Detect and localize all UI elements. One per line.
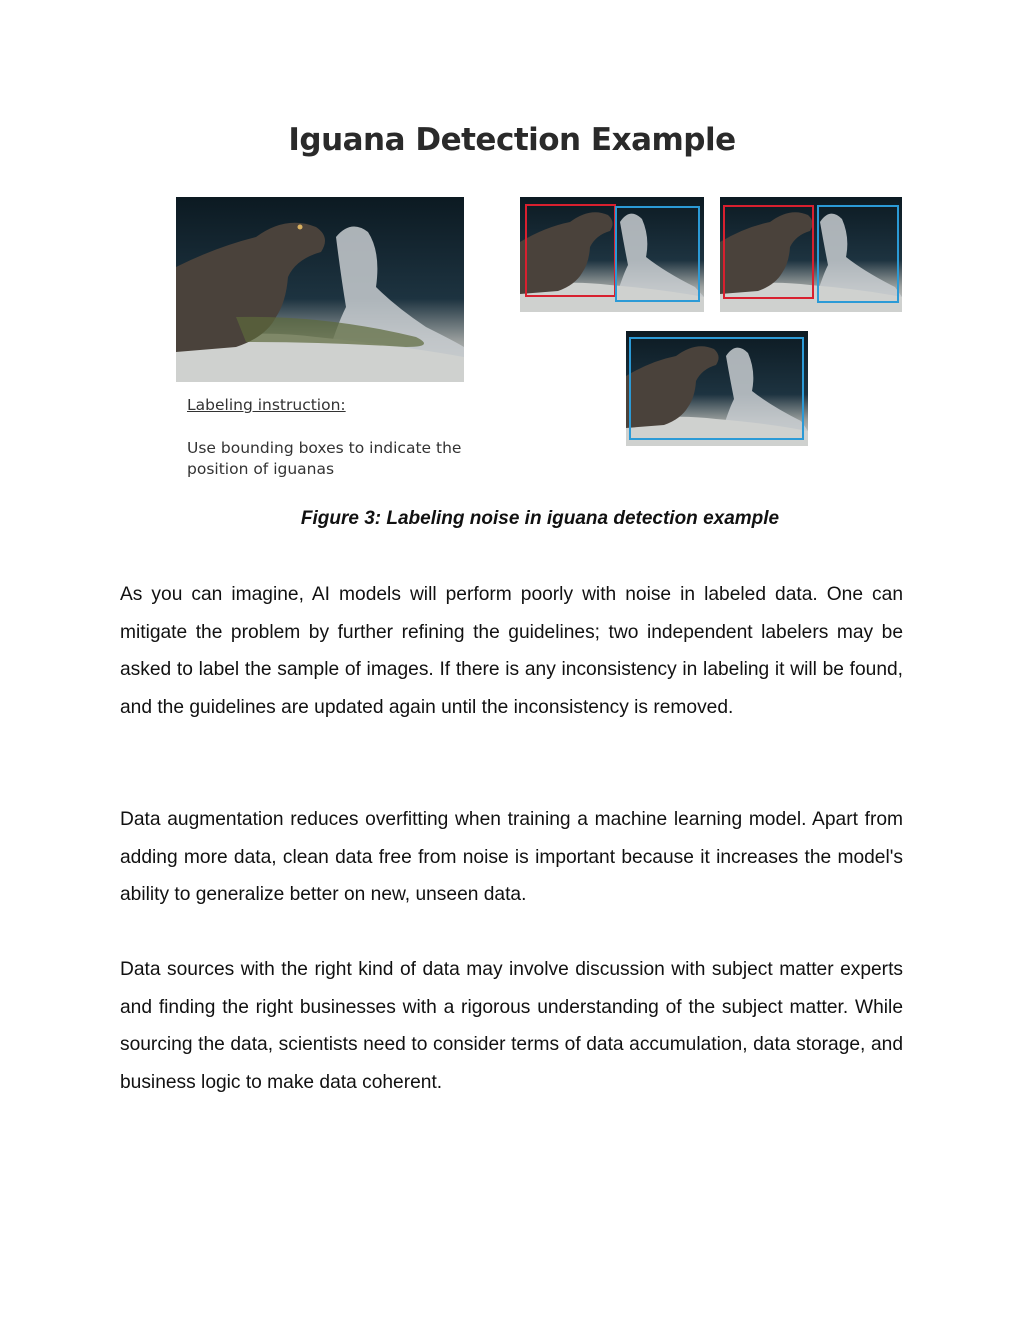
iguana-photo-labeler-a <box>520 197 704 312</box>
body-paragraph: Data sources with the right kind of data may involve discussion with subject matter experts and finding the right businesses with a rigorous understanding of the subject matter. While sourcing the data, scientists need to consider terms of data accumulation, data storage, and business logic to make data coherent. <box>120 959 903 1093</box>
labeling-instruction-body: Use bounding boxes to indicate the position of iguanas <box>187 439 462 478</box>
iguana-photo-original <box>176 197 464 382</box>
labeling-instruction-title: Labeling instruction: <box>187 396 346 414</box>
figure-caption: Figure 3: Labeling noise in iguana detection example <box>300 508 780 529</box>
bounding-box-blue <box>629 337 804 440</box>
iguana-photo-labeler-b <box>720 197 902 312</box>
bounding-box-blue <box>615 206 700 302</box>
bounding-box-blue <box>817 205 899 303</box>
iguana-photo-labeler-c <box>626 331 808 446</box>
body-paragraph: As you can imagine, AI models will perform poorly with noise in labeled data. One can mitigate the problem by further refining the guidelines; two independent labelers may be asked to label the sample of images. If there is any inconsistency in labeling it will be found, and the guidelines are updated again until the inconsistency is removed. <box>120 584 903 718</box>
body-paragraph: Data augmentation reduces overfitting when training a machine learning model. Apart from adding more data, clean data free from noise is important because it increases the model's ability to generalize better on new, unseen data. <box>120 809 903 905</box>
figure-title: Iguana Detection Example <box>288 122 736 158</box>
bounding-box-red <box>723 205 814 299</box>
bounding-box-red <box>525 204 616 297</box>
